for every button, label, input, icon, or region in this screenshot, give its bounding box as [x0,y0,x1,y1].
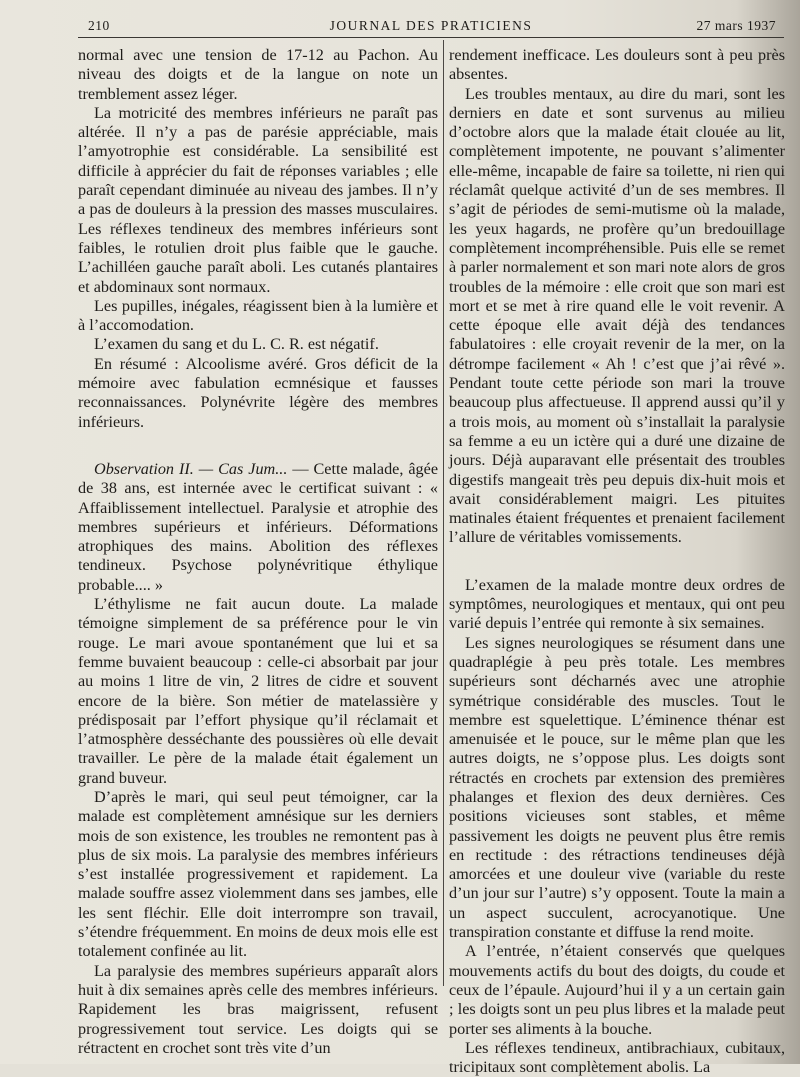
header-rule [78,37,784,38]
observation-text: — Cette malade, âgée de 38 ans, est internée avec le certificat suivant : « Affaiblissement intellectuel. Paralysie et atrophie des membres supérieurs et inférieurs. Déformations atrophiques des mains. Abolition des réflexes tendineux. Psychose polynévritique éthylique probable.... » [78,459,439,594]
paragraph: L’éthylisme ne fait aucun doute. La malade témoigne simplement de sa préférence pour le vin rouge. Le mari avoue spontanément que lui et sa femme buvaient beaucoup : celle-ci absorbait par jour au moins 1 litre de vin, 2 litres de cidre et souvent encore de la bière. Son métier de matelassière y prédisposait par l’effort physique qu’il réclamait et l’atmosphère desséchante des poussières où elle devait travailler. Le père de la malade était également un grand buveur. [78,595,438,787]
paragraph: D’après le mari, qui seul peut témoigner, car la malade est complètement amnésique sur les derniers mois de son existence, les troubles ne remontent pas à plus de six mois. La paralysie des membres inférieurs s’est installée progressivement et rapidement. La malade souffre assez violemment dans ses jambes, elle les sent fléchir. Elle doit interrompre son travail, s’étendre fréquemment. En moins de deux mois elle est totalement confinée au lit. [78,787,438,961]
paragraph: L’examen du sang et du L. C. R. est négatif. [94,335,379,354]
journal-title: JOURNAL DES PRATICIENS [329,18,533,33]
observation-heading: Observation II. — Cas Jum... [94,459,288,478]
paragraph: Les réflexes tendineux, antibrachiaux, cubitaux, tricipitaux sont complètement abolis. La [449,1038,785,1077]
paragraph: Les signes neurologiques se résument dans une quadraplégie à peu près totale. Les membres supérieurs sont décharnés avec une atrophie symétrique considérable des muscles. Tout le membre est squelettique. L’éminence thénar est amenuisée et le pouce, sur le même plan que les autres doigts, ne s’oppose plus. Les doigts sont rétractés en crochets par extension des premières phalanges et flexion des deux dernières. Ces positions vicieuses sont stables, et même passivement les doigts ne peuvent plus être remis en rectitude : des rétractions tendineuses déjà amorcées et une douleur vive (variable du reste d’un jour sur l’autre) s’y opposent. Toute la main a un aspect succulent, acrocyanotique. Une transpiration constante et diffuse la rend moite. [449,633,785,942]
observation-paragraph [78,460,438,595]
paragraph: En résumé : Alcoolisme avéré. Gros déficit de la mémoire avec fabulation ecmnésique et fausses reconnaissances. Polynévrite légère des membres inférieurs. [78,354,438,431]
running-header [78,14,784,36]
left-column [78,46,438,1058]
paragraph: La paralysie des membres supérieurs apparaît alors huit à dix semaines après celle des membres inférieurs. Rapidement les bras maigrissent, refusent progressivement tout service. Les doigts qui se rétractent en crochet sont très vite d’un [78,961,438,1057]
column-separator [443,40,444,986]
paragraph: La motricité des membres inférieurs ne paraît pas altérée. Il n’y a pas de parésie appréciable, mais l’amyotrophie est considérable. La sensibilité est difficile à apprécier du fait de réponses variables ; elle paraît cependant diminuée au niveau des jambes. Il n’y a pas de douleurs à la pression des masses musculaires. Les réflexes tendineux des membres inférieurs sont faibles, le rotulien droit plus faible que le gauche. L’achilléen gauche paraît aboli. Les cutanés plantaires et abdominaux sont normaux. [78,103,438,296]
right-column [449,46,785,1077]
page-number: 210 [88,18,110,33]
paragraph: normal avec une tension de 17-12 au Pachon. Au niveau des doigts et de la langue on note un tremblement assez léger. [78,46,438,103]
paragraph: L’examen de la malade montre deux ordres de symptômes, neurologiques et mentaux, qui ont peu varié depuis l’entrée qui remonte à six semaines. [449,575,785,633]
paragraph: A l’entrée, n’étaient conservés que quelques mouvements actifs du bout des doigts, du coude et ceux de l’épaule. Aujourd’hui il y a un certain gain ; les doigts sont un peu plus libres et la malade peut porter ses aliments à la bouche. [449,942,785,1038]
paragraph: rendement inefficace. Les douleurs sont à peu près absentes. [449,46,785,84]
paragraph: Les troubles mentaux, au dire du mari, sont les derniers en date et sont survenus au milieu d’octobre alors que la malade était clouée au lit, complètement impotente, ne pouvant s’alimenter elle-même, incapable de faire sa toilette, ni rien qui réclamât quelque activité d’un de ses membres. Il s’agit de périodes de semi-mutisme où la malade, les yeux hagards, ne profère qu’un bredouillage complètement incompréhensible. Puis elle se remet à parler normalement et son mari note alors de gros troubles de la mémoire : elle croit que son mari est mort et se met à rire quand elle le voit revenir. A cette époque elle avait déjà des tendances fabulatoires : elle croyait revenir de la mer, on la détrompe facilement « Ah ! c’est que j’ai rêvé ». Pendant toute cette période son mari la trouve beaucoup plus affectueuse. Il apprend aussi qu’il y a trois mois, au moment où s’installait la paralysie sa femme a eu un ictère qui a duré une dizaine de jours. Déjà auparavant elle présentait des troubles digestifs mangeait très peu depuis dix-huit mois et avait considérablement maigri. Les pituites matinales étaient fréquentes et prenaient facilement l’allure de véritables vomissements. [449,84,785,547]
issue-date: 27 mars 1937 [696,18,776,33]
paragraph: Les pupilles, inégales, réagissent bien à la lumière et à l’accomodation. [78,296,438,335]
